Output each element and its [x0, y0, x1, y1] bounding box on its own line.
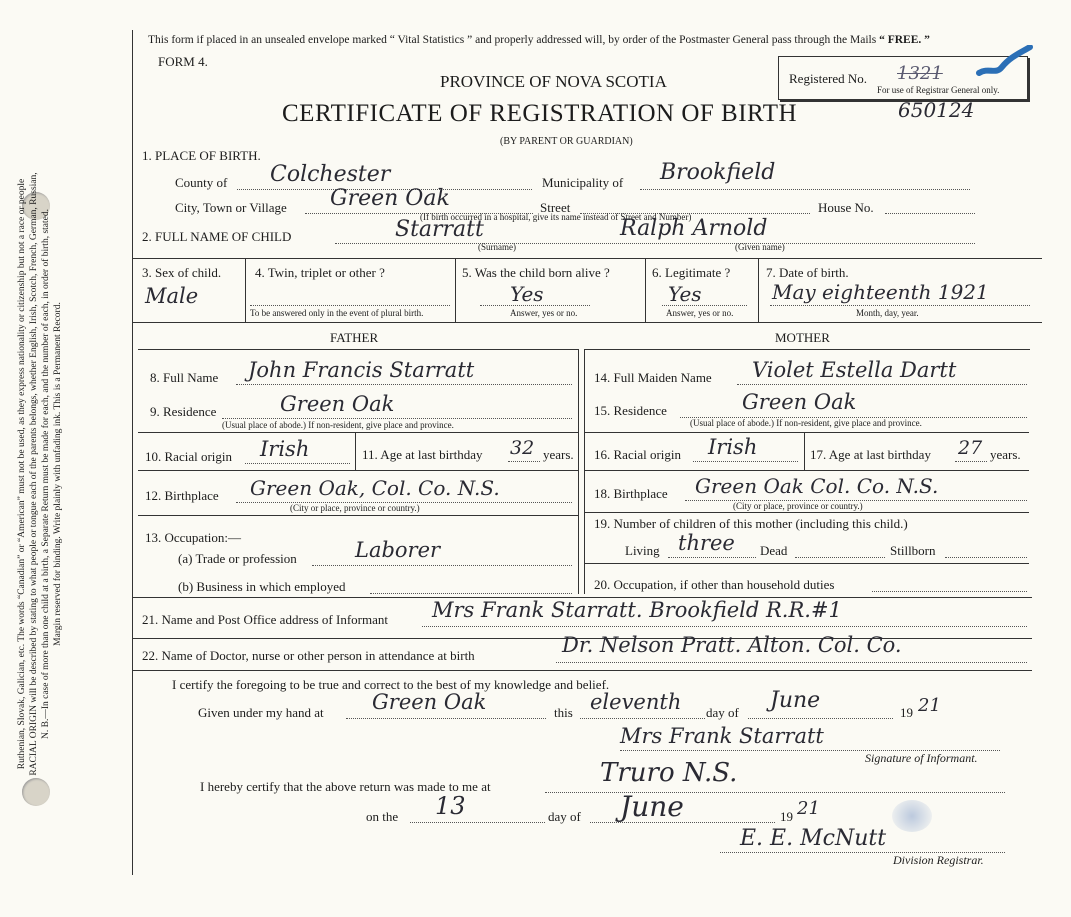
registrar-place: Truro N.S.: [600, 758, 738, 788]
mother-racial-value: Irish: [708, 435, 758, 459]
mother-racial-line: [693, 461, 798, 462]
registrar-month: June: [620, 790, 684, 823]
dob-label: 7. Date of birth.: [766, 265, 849, 280]
rule-v-3: [645, 258, 646, 322]
sex-label: 3. Sex of child.: [142, 265, 222, 280]
sex-value: Male: [145, 284, 199, 308]
day-line: [580, 718, 705, 719]
father-age-label: 11. Age at last birthday: [362, 447, 483, 462]
father-business-line: [370, 593, 572, 594]
father-rule-2: [138, 470, 578, 471]
given-note: (Given name): [735, 242, 785, 252]
mother-stillborn-line: [945, 557, 1027, 558]
stamp-number: 650124: [898, 98, 975, 122]
mother-dead-label: Dead: [760, 543, 788, 558]
father-age-value: 32: [510, 437, 535, 459]
alive-note: Answer, yes or no.: [510, 308, 578, 318]
registrar-note: For use of Registrar General only.: [877, 85, 1000, 95]
registrar-place-line: [545, 792, 1005, 793]
signature-label: Signature of Informant.: [865, 751, 978, 765]
given-place-value: Green Oak: [372, 690, 487, 714]
mother-rule-1: [584, 432, 1029, 433]
father-trade-value: Laborer: [355, 538, 441, 562]
city-label: City, Town or Village: [175, 200, 287, 215]
father-years: years.: [543, 447, 574, 462]
mother-rule-v: [804, 432, 805, 470]
rule-row-3-top: [132, 258, 1042, 259]
father-trade-label: (a) Trade or profession: [178, 551, 297, 566]
doctor-line: [556, 662, 1027, 663]
registrar-day: 13: [435, 792, 466, 820]
informant-value: Mrs Frank Starratt. Brookfield R.R.#1: [432, 598, 842, 622]
rule-v-1: [245, 258, 246, 322]
dob-value: May eighteenth 1921: [772, 280, 989, 304]
registrar-sig-label: Division Registrar.: [893, 853, 984, 867]
margin-line-1: Margin reserved for binding. Write plainly with unfading ink. This is a Permanent Record.: [53, 302, 63, 646]
mother-rule-2: [584, 470, 1029, 471]
informant-signature: Mrs Frank Starratt: [620, 724, 824, 748]
doctor-value: Dr. Nelson Pratt. Alton. Col. Co.: [562, 633, 902, 657]
alive-label: 5. Was the child born alive ?: [462, 265, 610, 280]
house-label: House No.: [818, 200, 874, 215]
free-label: “ FREE. ”: [879, 34, 930, 46]
child-name-line: [335, 243, 975, 244]
father-rule-1: [138, 432, 578, 433]
margin-line-2: N. B.—In case of more than one child at a birth, a Separate Return must be made for each, and the number of each, in order of birth, stated.: [41, 209, 51, 739]
registrar-year: 21: [797, 798, 820, 819]
rule-row-3-bottom: [132, 322, 1042, 323]
father-name-label: 8. Full Name: [150, 370, 219, 385]
day-value: eleventh: [590, 690, 682, 714]
twin-line: [250, 305, 450, 306]
father-racial-line: [245, 463, 350, 464]
informant-line: [422, 626, 1027, 627]
mother-occ-label: 20. Occupation, if other than household duties: [594, 577, 835, 592]
legit-label: 6. Legitimate ?: [652, 265, 731, 280]
father-racial-value: Irish: [260, 437, 310, 461]
mother-res-value: Green Oak: [742, 390, 857, 414]
father-res-line: [222, 418, 572, 419]
legit-note: Answer, yes or no.: [666, 308, 734, 318]
margin-line-4: Ruthenian, Slovak, Galician, etc. The words “Canadian” or “American” must not be used, as they express nationality or citizenship but not a race or people: [17, 178, 27, 770]
mother-living-line: [668, 557, 756, 558]
mother-children-label: 19. Number of children of this mother (including this child.): [594, 516, 908, 531]
county-label: County of: [175, 175, 228, 190]
county-value: Colchester: [270, 162, 391, 187]
dob-note: Month, day, year.: [856, 308, 919, 318]
mother-dead-line: [795, 557, 885, 558]
mother-heading: MOTHER: [775, 330, 830, 345]
father-trade-line: [312, 565, 572, 566]
house-line: [885, 213, 975, 214]
registered-number: 1321: [897, 63, 943, 84]
margin-line-3: RACIAL ORIGIN will be described by stating to what people or tongue each of the parents belongs, whether English, Irish, Scotch, French, German, Russian,: [29, 172, 39, 776]
doctor-label: 22. Name of Doctor, nurse or other person in attendance at birth: [142, 648, 475, 663]
father-age-line: [508, 461, 540, 462]
twin-note: To be answered only in the event of plural birth.: [250, 308, 424, 318]
ink-smudge: [892, 800, 932, 832]
mother-bp-note: (City or place, province or country.): [733, 501, 863, 511]
city-value: Green Oak: [330, 186, 450, 211]
mother-stillborn-label: Stillborn: [890, 543, 936, 558]
father-res-value: Green Oak: [280, 392, 395, 416]
father-heading: FATHER: [330, 330, 379, 345]
registrar-signature: E. E. McNutt: [740, 826, 887, 851]
province-title: PROVINCE OF NOVA SCOTIA: [440, 72, 667, 91]
mother-age-value: 27: [958, 437, 983, 459]
place-of-birth-label: 1. PLACE OF BIRTH.: [142, 148, 261, 163]
dob-line: [770, 305, 1030, 306]
mother-age-label: 17. Age at last birthday: [810, 447, 931, 462]
father-res-label: 9. Residence: [150, 404, 217, 419]
father-name-value: John Francis Starratt: [248, 358, 475, 382]
municipality-line: [640, 189, 970, 190]
father-bp-value: Green Oak, Col. Co. N.S.: [250, 476, 500, 500]
given-label: Given under my hand at: [198, 705, 324, 720]
month-line: [748, 718, 893, 719]
child-name-label: 2. FULL NAME OF CHILD: [142, 229, 292, 244]
mother-bp-label: 18. Birthplace: [594, 486, 668, 501]
on-the-label: on the: [366, 809, 399, 824]
mother-years: years.: [990, 447, 1021, 462]
year-prefix: 19: [900, 705, 913, 720]
father-racial-label: 10. Racial origin: [145, 449, 233, 464]
father-bp-label: 12. Birthplace: [145, 488, 219, 503]
rule-doctor-bottom: [132, 670, 1032, 671]
mail-notice-text: This form if placed in an unsealed envelope marked “ Vital Statistics ” and properly addressed will, by order of the Postmaster General pass through the Mails: [148, 34, 877, 46]
mother-racial-label: 16. Racial origin: [594, 447, 682, 462]
father-occ-label: 13. Occupation:—: [145, 530, 242, 545]
mother-living-label: Living: [625, 543, 660, 558]
father-res-note: (Usual place of abode.) If non-resident, give place and province.: [222, 420, 454, 430]
page-title: CERTIFICATE OF REGISTRATION OF BIRTH: [282, 100, 798, 127]
father-rule-3: [138, 515, 578, 516]
child-surname: Starratt: [395, 217, 484, 242]
check-mark-icon: [974, 45, 1034, 85]
municipality-label: Municipality of: [542, 175, 624, 190]
day-of-label: day of: [706, 705, 739, 720]
registrar-day-line: [410, 822, 545, 823]
father-name-line: [236, 384, 572, 385]
mother-res-note: (Usual place of abode.) If non-resident, give place and province.: [690, 418, 922, 428]
hospital-note: (If birth occurred in a hospital, give its name instead of Street and Number): [420, 212, 692, 222]
registered-label: Registered No.: [789, 71, 867, 86]
mother-name-label: 14. Full Maiden Name: [594, 370, 712, 385]
mother-occ-line: [872, 591, 1027, 592]
this-label: this: [554, 705, 573, 720]
mother-rule-3: [584, 512, 1029, 513]
mother-living-value: three: [678, 531, 735, 555]
given-place-line: [346, 718, 546, 719]
child-given-name: Ralph Arnold: [620, 216, 768, 241]
mother-name-value: Violet Estella Dartt: [752, 358, 957, 382]
mother-age-line: [955, 461, 987, 462]
municipality-value: Brookfield: [660, 160, 776, 185]
father-business-label: (b) Business in which employed: [178, 579, 346, 594]
surname-note: (Surname): [478, 242, 516, 252]
informant-label: 21. Name and Post Office address of Informant: [142, 612, 388, 627]
certify-text: I certify the foregoing to be true and correct to the best of my knowledge and belief.: [172, 677, 610, 692]
registrar-day-of: day of: [548, 809, 581, 824]
rule-v-2: [455, 258, 456, 322]
father-rule-v: [355, 432, 356, 470]
father-bp-note: (City or place, province or country.): [290, 503, 420, 513]
twin-label: 4. Twin, triplet or other ?: [255, 265, 385, 280]
margin-notes: [16, 54, 64, 894]
month-value: June: [770, 688, 821, 713]
form-number: FORM 4.: [158, 54, 208, 69]
mother-res-label: 15. Residence: [594, 403, 667, 418]
page-subtitle: (BY PARENT OR GUARDIAN): [500, 136, 633, 147]
street-label: Street: [540, 200, 571, 215]
mother-name-line: [737, 384, 1027, 385]
left-border: [132, 30, 133, 875]
legit-value: Yes: [668, 282, 702, 306]
alive-value: Yes: [510, 282, 544, 306]
registrar-text: I hereby certify that the above return was made to me at: [200, 779, 491, 794]
rule-v-4: [758, 258, 759, 322]
mother-bp-value: Green Oak Col. Co. N.S.: [695, 474, 939, 498]
mail-notice: [148, 34, 930, 46]
registration-box: [778, 56, 1028, 100]
year-value: 21: [918, 695, 941, 716]
mother-rule-4: [584, 563, 1029, 564]
registrar-year-prefix: 19: [780, 809, 793, 824]
